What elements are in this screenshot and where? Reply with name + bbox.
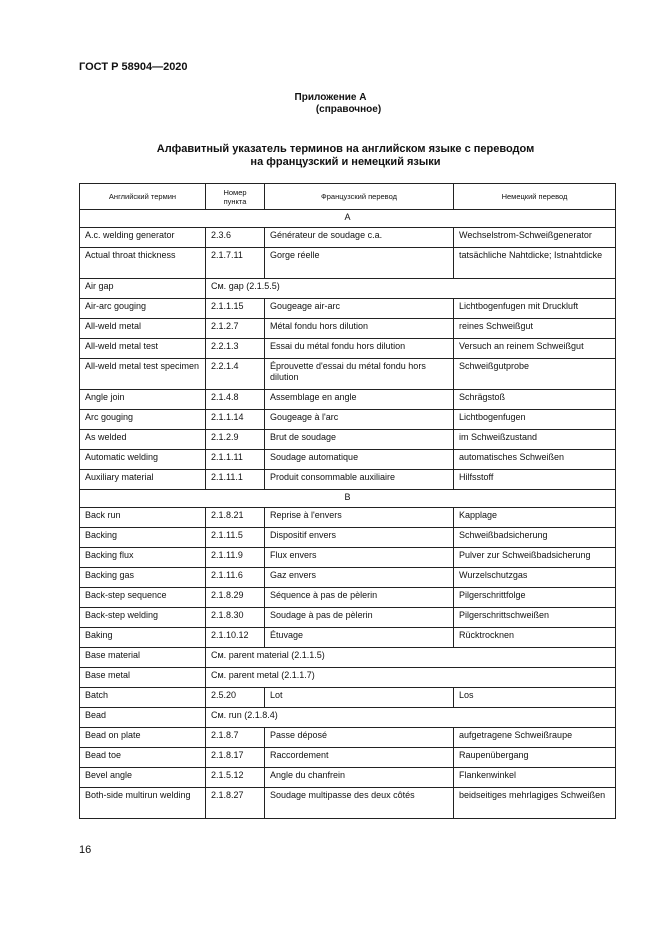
german-translation: Schweißbadsicherung xyxy=(454,528,616,548)
column-header-english: Английский термин xyxy=(80,184,206,210)
english-term: Both-side multirun welding xyxy=(80,788,206,819)
german-translation: Hilfsstoff xyxy=(454,470,616,490)
german-translation: Pilgerschrittschweißen xyxy=(454,608,616,628)
english-term: Batch xyxy=(80,688,206,708)
german-translation: automatisches Schweißen xyxy=(454,450,616,470)
english-term: Base material xyxy=(80,648,206,668)
item-number: 2.1.1.14 xyxy=(206,410,265,430)
table-row xyxy=(80,708,616,728)
german-translation: Kapplage xyxy=(454,508,616,528)
table-row xyxy=(80,768,616,788)
column-header-number xyxy=(206,184,265,210)
item-number: 2.2.1.3 xyxy=(206,339,265,359)
table-row xyxy=(80,339,616,359)
item-number: 2.1.1.15 xyxy=(206,299,265,319)
column-header-number-line-1: Номер xyxy=(223,187,247,197)
english-term: As welded xyxy=(80,430,206,450)
table-row xyxy=(80,588,616,608)
item-number: 2.3.6 xyxy=(206,228,265,248)
german-translation: aufgetragene Schweißraupe xyxy=(454,728,616,748)
english-term: Back-step sequence xyxy=(80,588,206,608)
french-translation: Gougeage air-arc xyxy=(265,299,454,319)
english-term: Base metal xyxy=(80,668,206,688)
table-row xyxy=(80,508,616,528)
german-translation: Lichtbogenfugen xyxy=(454,410,616,430)
english-term: All-weld metal test xyxy=(80,339,206,359)
section-letter-row xyxy=(80,490,616,508)
french-translation: Brut de soudage xyxy=(265,430,454,450)
french-translation: Étuvage xyxy=(265,628,454,648)
item-number: 2.1.11.6 xyxy=(206,568,265,588)
french-translation: Gaz envers xyxy=(265,568,454,588)
cross-reference: См. run (2.1.8.4) xyxy=(206,708,616,728)
english-term: Air-arc gouging xyxy=(80,299,206,319)
english-term: Bead on plate xyxy=(80,728,206,748)
item-number: 2.1.11.5 xyxy=(206,528,265,548)
german-translation: Wurzelschutzgas xyxy=(454,568,616,588)
table-header-row xyxy=(80,184,616,210)
german-translation: reines Schweißgut xyxy=(454,319,616,339)
item-number: 2.1.11.1 xyxy=(206,470,265,490)
section-letter-row xyxy=(80,210,616,228)
column-header-number-line-2: пункта xyxy=(223,196,247,206)
cross-reference: См. gap (2.1.5.5) xyxy=(206,279,616,299)
item-number: 2.1.2.7 xyxy=(206,319,265,339)
item-number: 2.1.10.12 xyxy=(206,628,265,648)
table-row xyxy=(80,450,616,470)
french-translation: Gougeage à l'arc xyxy=(265,410,454,430)
french-translation: Produit consommable auxiliaire xyxy=(265,470,454,490)
table-row xyxy=(80,319,616,339)
table-row xyxy=(80,628,616,648)
table-row xyxy=(80,430,616,450)
table-row xyxy=(80,299,616,319)
annex-heading xyxy=(0,92,661,116)
german-translation: Lichtbogenfugen mit Druckluft xyxy=(454,299,616,319)
item-number: 2.1.8.21 xyxy=(206,508,265,528)
german-translation: Schrägstoß xyxy=(454,390,616,410)
english-term: Back run xyxy=(80,508,206,528)
french-translation: Lot xyxy=(265,688,454,708)
terms-table-body xyxy=(80,210,616,819)
section-letter: B xyxy=(80,490,616,508)
german-translation: Flankenwinkel xyxy=(454,768,616,788)
french-translation: Raccordement xyxy=(265,748,454,768)
annex-title: Приложение А xyxy=(294,92,367,103)
index-title xyxy=(0,143,661,169)
french-translation: Soudage multipasse des deux côtés xyxy=(265,788,454,819)
german-translation: Raupenübergang xyxy=(454,748,616,768)
english-term: Baking xyxy=(80,628,206,648)
table-row xyxy=(80,728,616,748)
english-term: Actual throat thickness xyxy=(80,248,206,279)
table-row xyxy=(80,668,616,688)
english-term: Auxiliary material xyxy=(80,470,206,490)
french-translation: Métal fondu hors dilution xyxy=(265,319,454,339)
english-term: Backing xyxy=(80,528,206,548)
item-number: 2.1.8.29 xyxy=(206,588,265,608)
item-number: 2.1.1.11 xyxy=(206,450,265,470)
german-translation: Wechselstrom-Schweißgenerator xyxy=(454,228,616,248)
annex-subtitle: (справочное) xyxy=(315,104,382,115)
item-number: 2.1.8.17 xyxy=(206,748,265,768)
table-row xyxy=(80,608,616,628)
item-number: 2.1.8.30 xyxy=(206,608,265,628)
table-row xyxy=(80,568,616,588)
english-term: Backing flux xyxy=(80,548,206,568)
english-term: Bevel angle xyxy=(80,768,206,788)
item-number: 2.1.5.12 xyxy=(206,768,265,788)
english-term: Bead xyxy=(80,708,206,728)
german-translation: im Schweißzustand xyxy=(454,430,616,450)
table-row xyxy=(80,228,616,248)
english-term: Arc gouging xyxy=(80,410,206,430)
cross-reference: См. parent metal (2.1.1.7) xyxy=(206,668,616,688)
french-translation: Flux envers xyxy=(265,548,454,568)
item-number: 2.2.1.4 xyxy=(206,359,265,390)
index-title-line-1: Алфавитный указатель терминов на английском языке с переводом xyxy=(156,143,535,155)
english-term: All-weld metal test specimen xyxy=(80,359,206,390)
item-number: 2.1.7.11 xyxy=(206,248,265,279)
terms-table xyxy=(79,183,616,819)
page-number: 16 xyxy=(79,844,92,856)
table-row xyxy=(80,788,616,819)
french-translation: Soudage automatique xyxy=(265,450,454,470)
column-header-french: Французский перевод xyxy=(265,184,454,210)
table-row xyxy=(80,548,616,568)
german-translation: Versuch an reinem Schweißgut xyxy=(454,339,616,359)
english-term: A.c. welding generator xyxy=(80,228,206,248)
table-row xyxy=(80,279,616,299)
french-translation: Reprise à l'envers xyxy=(265,508,454,528)
cross-reference: См. parent material (2.1.1.5) xyxy=(206,648,616,668)
english-term: Bead toe xyxy=(80,748,206,768)
german-translation: Schweißgutprobe xyxy=(454,359,616,390)
english-term: Backing gas xyxy=(80,568,206,588)
german-translation: tatsächliche Nahtdicke; Istnahtdicke xyxy=(454,248,616,279)
english-term: Back-step welding xyxy=(80,608,206,628)
section-letter: A xyxy=(80,210,616,228)
german-translation: Pulver zur Schweißbadsicherung xyxy=(454,548,616,568)
french-translation: Gorge réelle xyxy=(265,248,454,279)
table-row xyxy=(80,528,616,548)
table-row xyxy=(80,648,616,668)
french-translation: Soudage à pas de pèlerin xyxy=(265,608,454,628)
french-translation: Passe déposé xyxy=(265,728,454,748)
english-term: Automatic welding xyxy=(80,450,206,470)
table-row xyxy=(80,470,616,490)
french-translation: Générateur de soudage c.a. xyxy=(265,228,454,248)
french-translation: Séquence à pas de pèlerin xyxy=(265,588,454,608)
german-translation: Los xyxy=(454,688,616,708)
table-row xyxy=(80,390,616,410)
item-number: 2.1.4.8 xyxy=(206,390,265,410)
french-translation: Dispositif envers xyxy=(265,528,454,548)
english-term: All-weld metal xyxy=(80,319,206,339)
table-row xyxy=(80,688,616,708)
column-header-german: Немецкий перевод xyxy=(454,184,616,210)
item-number: 2.1.8.7 xyxy=(206,728,265,748)
table-row xyxy=(80,359,616,390)
item-number: 2.5.20 xyxy=(206,688,265,708)
french-translation: Éprouvette d'essai du métal fondu hors dilution xyxy=(265,359,454,390)
german-translation: Rücktrocknen xyxy=(454,628,616,648)
french-translation: Assemblage en angle xyxy=(265,390,454,410)
index-title-line-2: на французский и немецкий языки xyxy=(250,156,441,168)
german-translation: beidseitiges mehrlagiges Schweißen xyxy=(454,788,616,819)
item-number: 2.1.2.9 xyxy=(206,430,265,450)
item-number: 2.1.11.9 xyxy=(206,548,265,568)
table-row xyxy=(80,248,616,279)
table-row xyxy=(80,748,616,768)
german-translation: Pilgerschrittfolge xyxy=(454,588,616,608)
english-term: Air gap xyxy=(80,279,206,299)
french-translation: Essai du métal fondu hors dilution xyxy=(265,339,454,359)
french-translation: Angle du chanfrein xyxy=(265,768,454,788)
item-number: 2.1.8.27 xyxy=(206,788,265,819)
document-code: ГОСТ Р 58904—2020 xyxy=(79,61,188,73)
english-term: Angle join xyxy=(80,390,206,410)
table-row xyxy=(80,410,616,430)
